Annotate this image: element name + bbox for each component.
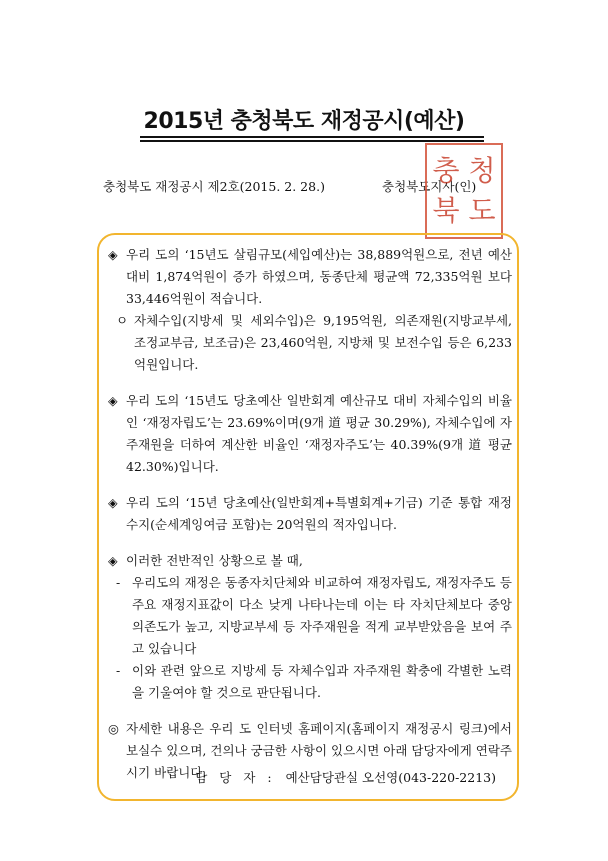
paragraph-text: 이러한 전반적인 상황으로 볼 때, [126,553,303,568]
dash-item [116,660,512,704]
diamond-bullet-icon: ◈ [108,495,118,510]
seal-char: 충 [432,154,460,187]
dash-item-text: 이와 관련 앞으로 지방세 등 자체수입과 자주재원 확충에 각별한 노력을 기울여야 할 것으로 판단됩니다. [132,663,512,700]
title-underline-second [140,140,484,142]
title-underline [140,136,484,138]
notice-number: 충청북도 재정공시 제2호(2015. 2. 28.) [103,179,325,194]
contact-line [0,768,496,786]
paragraph-text: 우리 도의 ‘15년 당초예산(일반회계+특별회계+기금) 기준 통합 재정수지(순세계잉여금 포함)는 20억원의 적자입니다. [126,495,512,532]
sub-item-text: 자체수입(지방세 및 세외수입)은 9,195억원, 의존재원(지방교부세, 조정교부금, 보조금)은 23,460억원, 지방채 및 보전수입 등은 6,233억원입니다. [134,313,512,372]
official-seal-icon [425,143,503,239]
contact-label: 담 당 자 : [195,770,276,785]
seal-char: 북 [432,194,460,227]
diamond-bullet-icon: ◈ [108,247,118,262]
paragraph-fiscal-balance [108,492,512,536]
contact-value: 예산담당관실 오선영(043-220-2213) [285,770,496,785]
diamond-bullet-icon: ◈ [108,393,118,408]
dash-bullet: - [116,575,121,590]
dash-bullet: - [116,663,121,678]
document-title: 2015년 충청북도 재정공시(예산) [143,109,465,134]
paragraph-text: 우리 도의 ‘15년도 당초예산 일반회계 예산규모 대비 자체수입의 비율인 ‘재정자립도’는 23.69%이며(9개 道 평균 30.29%), 자체수입에 자주재원을 더하여 계산한 비율인 ‘재정자주도’는 40.39%(9개 道 평균 42.30%)입니다. [126,393,512,474]
content-body [108,244,512,798]
paragraph-text: 자세한 내용은 우리 도 인터넷 홈페이지(홈페이지 재정공시 링크)에서 보실수 있으며, 건의나 궁금한 사항이 있으시면 아래 담당자에게 연락주시기 바랍니다. [126,721,512,780]
paragraph-text: 우리 도의 ‘15년도 살림규모(세입예산)는 38,889억원으로, 전년 예산대비 1,874억원이 증가 하였으며, 동종단체 평균액 72,335억원 보다 33,446억원이 적습니다. [126,247,512,306]
sub-item [116,310,512,376]
issuer: 충청북도지사(인) [382,179,477,194]
paragraph-fiscal-independence [108,390,512,478]
paragraph-budget-size [108,244,512,376]
seal-char: 청 [468,154,496,187]
seal-char: 도 [468,194,496,227]
paragraph-overall-assessment [108,550,512,704]
circle-bullet-icon: ㅇ [116,313,129,328]
dash-item [116,572,512,660]
dash-item-text: 우리도의 재정은 동종자치단체와 비교하여 재정자립도, 재정자주도 등 주요 재정지표값이 다소 낮게 나타나는데 이는 타 자치단체보다 중앙의존도가 높고, 지방교부세 등 자주재원을 적게 교부받았음을 보여 주고 있습니다 [132,575,512,656]
diamond-bullet-icon: ◈ [108,553,118,568]
double-circle-bullet-icon: ◎ [108,721,119,736]
